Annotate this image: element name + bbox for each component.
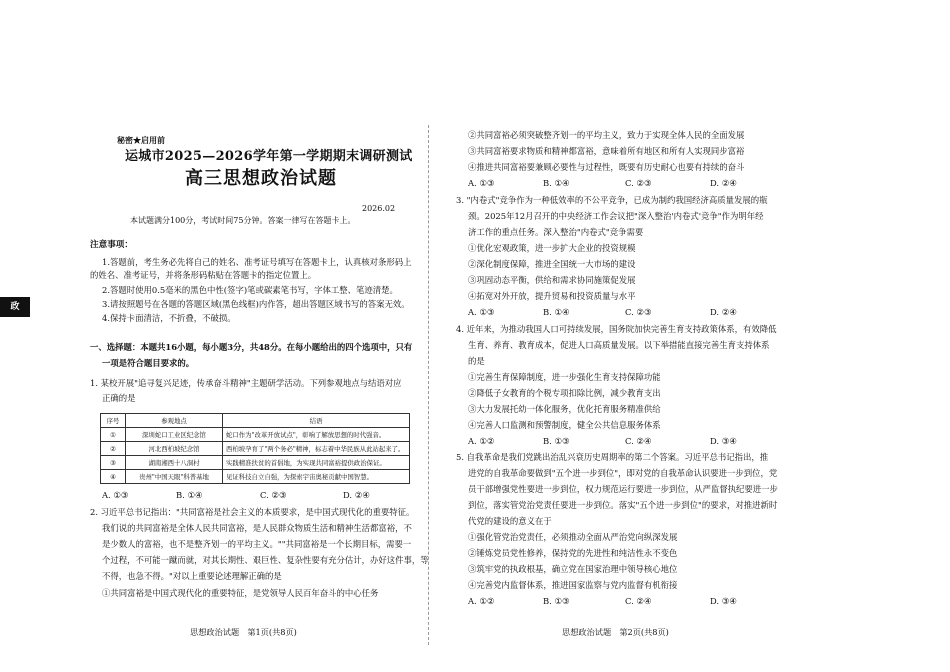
question-1-option-b: B. ①④ [176, 490, 203, 500]
question-4-line: ④完善人口监测和预警制度，健全公共信息服务体系 [468, 420, 661, 430]
page-right [456, 0, 950, 672]
question-2-line: 2. 习近平总书记指出："共同富裕是社会主义的本质要求，是中国式现代化的重要特征。 [90, 507, 415, 517]
table-cell: ③ [101, 456, 126, 470]
question-5-line: ④完善党内监督体系，推进国家监察与党内监督有机衔接 [468, 580, 678, 590]
table-row [101, 456, 410, 470]
question-5-option-d: D. ③④ [710, 596, 737, 606]
question-5-line: 5. 自我革命是我们党跳出治乱兴衰历史周期率的第二个答案。习近平总书记指出，推 [456, 452, 769, 462]
notice-line: 1.答题前，考生务必先将自己的姓名、准考证号填写在答题卡上，认真核对条形码上 [102, 257, 412, 267]
table-header: 序号 [101, 414, 126, 428]
page-footer: 思想政治试题 第1页(共8页) [190, 627, 297, 637]
notice-line: 2.答题时使用0.5毫米的黑色中性(签字)笔或碳素笔书写，字体工整、笔迹清楚。 [102, 285, 398, 295]
question-5-line: ①强化管党治党责任，必须推动全面从严治党向纵深发展 [468, 532, 678, 542]
question-3-line: ④拓宽对外开放，提升贸易和投资质量与水平 [468, 291, 636, 301]
subject-title: 高三思想政治试题 [185, 168, 337, 189]
question-3-line: ②深化制度保障，推进全国统一大市场的建设 [468, 259, 636, 269]
question-3-line: 3. "内卷式"竞争作为一种低效率的不公平竞争，已成为制约我国经济高质量发展的瓶 [456, 195, 768, 205]
question-4-option-c: C. ②④ [625, 436, 652, 446]
question-3-line: ①优化宏观政策，进一步扩大企业的投资规模 [468, 243, 636, 253]
table-cell: 贵州"中国天眼"科普基地 [126, 470, 223, 484]
question-4-option-b: B. ①③ [543, 436, 570, 446]
question-5-option-a: A. ①② [468, 596, 495, 606]
question-3-line: ③巩固动态平衡，供给和需求协同施策促发展 [468, 275, 636, 285]
question-1-option-d: D. ②④ [343, 490, 370, 500]
question-1-option-a: A. ①③ [102, 490, 129, 500]
table-cell: ① [101, 428, 126, 442]
question-5-line: ③筑牢党的执政根基，确立党在国家治理中领导核心地位 [468, 564, 678, 574]
table-cell: ② [101, 442, 126, 456]
question-2-line: 个过程，不可能一蹴而就，对其长期性、艰巨性、复杂性要有充分估计，办好这件事，等 [102, 555, 429, 565]
question-4-line: ②降低子女教育的个税专项扣除比例，减少教育支出 [468, 388, 661, 398]
question-3-option-b: B. ①④ [543, 307, 570, 317]
question-2-line: ④推进共同富裕要兼顾必要性与过程性，既要有历史耐心也要有持续的奋斗 [468, 162, 745, 172]
question-4-option-d: D. ③④ [710, 436, 737, 446]
page-divider [428, 125, 429, 645]
notice-heading: 注意事项： [90, 240, 133, 250]
question-5-option-c: C. ②④ [625, 596, 652, 606]
question-3-line: 颈。2025年12月召开的中央经济工作会议把"深入整治'内卷式'竞争"作为明年经 [468, 211, 764, 221]
question-5-line: 代党的建设的意义在于 [468, 516, 552, 526]
notice-line: 3.请按照题号在各题的答题区域(黑色线框)内作答，超出答题区域书写的答案无效。 [102, 299, 410, 309]
question-2-line: 我们说的共同富裕是全体人民共同富裕，是人民群众物质生活和精神生活都富裕，不 [102, 523, 412, 533]
table-cell: ④ [101, 470, 126, 484]
question-1-stem: 1. 某校开展"追寻复兴足迹，传承奋斗精神"主题研学活动。下列参观地点与结语对应 [90, 378, 402, 388]
exam-date: 2026.02 [362, 204, 396, 213]
table-row [101, 442, 410, 456]
notice-line: 的姓名、准考证号，并将条形码粘贴在答题卡的指定位置上。 [90, 270, 317, 280]
section-heading: 一、选择题：本题共16小题，每小题3分，共48分。在每小题给出的四个选项中，只有 [90, 342, 413, 352]
question-5-line: 员干部增强党性要进一步到位，权力规范运行要进一步到位，从严监督执纪要进一步 [468, 484, 778, 494]
question-3-line: 济工作的重点任务。深入整治"内卷式"竞争需要 [468, 227, 644, 237]
question-2-line: ①共同富裕是中国式现代化的重要特征，是党领导人民百年奋斗的中心任务 [102, 588, 379, 598]
section-heading-cont: 一项是符合题目要求的。 [102, 358, 195, 368]
question-2-line: ②共同富裕必须突破整齐划一的平均主义，致力于实现全体人民的全面发展 [468, 130, 745, 140]
page-footer: 思想政治试题 第2页(共8页) [562, 627, 669, 637]
secret-label: 秘密★启用前 [117, 135, 165, 145]
question-2-line: 不得，也急不得。"对以上重要论述理解正确的是 [102, 571, 282, 581]
question-1-table [100, 413, 410, 484]
question-2-option-a: A. ①③ [468, 178, 495, 188]
question-3-option-d: D. ②④ [710, 307, 737, 317]
table-header: 结语 [223, 414, 410, 428]
question-3-option-c: C. ②③ [625, 307, 652, 317]
question-4-line: ①完善生育保障制度，进一步强化生育支持保障功能 [468, 372, 661, 382]
question-1-option-c: C. ②③ [260, 490, 287, 500]
question-5-line: 进党的自我革命要做到"五个进一步到位"，即对党的自我革命认识要进一步到位，党 [468, 468, 778, 478]
exam-title: 运城市2025—2026学年第一学期期末调研测试 [125, 149, 413, 164]
question-4-line: 的是 [468, 356, 485, 366]
question-4-line: 生育、养育、教育成本，促进人口高质量发展。以下举措能直接完善生育支持体系 [468, 340, 770, 350]
question-5-option-b: B. ①③ [543, 596, 570, 606]
question-3-option-a: A. ①③ [468, 307, 495, 317]
question-5-line: 到位，落实管党治党责任要进一步到位。落实"五个进一步到位"的要求，对推进新时 [468, 500, 778, 510]
question-2-line: ③共同富裕要求物质和精神都富裕，意味着所有地区和所有人实现同步富裕 [468, 146, 745, 156]
notice-line: 4.保持卡面清洁，不折叠，不破损。 [102, 313, 236, 323]
table-cell: 见证科技自立自强，为探索宇宙奥秘贡献中国智慧。 [223, 470, 410, 484]
table-header: 参观地点 [126, 414, 223, 428]
question-2-option-c: C. ②③ [625, 178, 652, 188]
table-cell: 深圳蛇口工业区纪念馆 [126, 428, 223, 442]
table-cell: 实践精准扶贫的首倡地，为实现共同富裕提供政治保证。 [223, 456, 410, 470]
table-row [101, 428, 410, 442]
table-cell: 蛇口作为"改革开放试点"，彰响了解放思想的时代强音。 [223, 428, 410, 442]
question-1-stem-cont: 正确的是 [102, 393, 136, 403]
table-row [101, 470, 410, 484]
score-time-line: 本试题满分100分，考试时间75分钟。答案一律写在答题卡上。 [130, 216, 356, 225]
question-2-option-b: B. ①④ [543, 178, 570, 188]
question-5-line: ②锤炼党员党性修养，保持党的先进性和纯洁性永不变色 [468, 548, 678, 558]
question-4-line: ③大力发展托幼一体化服务，优化托育服务精准供给 [468, 404, 661, 414]
subject-side-tab: 政 [0, 297, 30, 317]
question-4-option-a: A. ①② [468, 436, 495, 446]
question-2-option-d: D. ②④ [710, 178, 737, 188]
table-cell: 河北西柏坡纪念馆 [126, 442, 223, 456]
table-cell: 西柏坡孕育了"两个务必"精神，标志着中华民族从此站起来了。 [223, 442, 410, 456]
question-2-line: 是少数人的富裕，也不是整齐划一的平均主义。""共同富裕是一个长期目标，需要一 [102, 539, 412, 549]
question-4-line: 4. 近年来，为推动我国人口可持续发展，国务院加快完善生育支持政策体系，有效降低 [456, 324, 777, 334]
table-cell: 湖南湘西十八洞村 [126, 456, 223, 470]
